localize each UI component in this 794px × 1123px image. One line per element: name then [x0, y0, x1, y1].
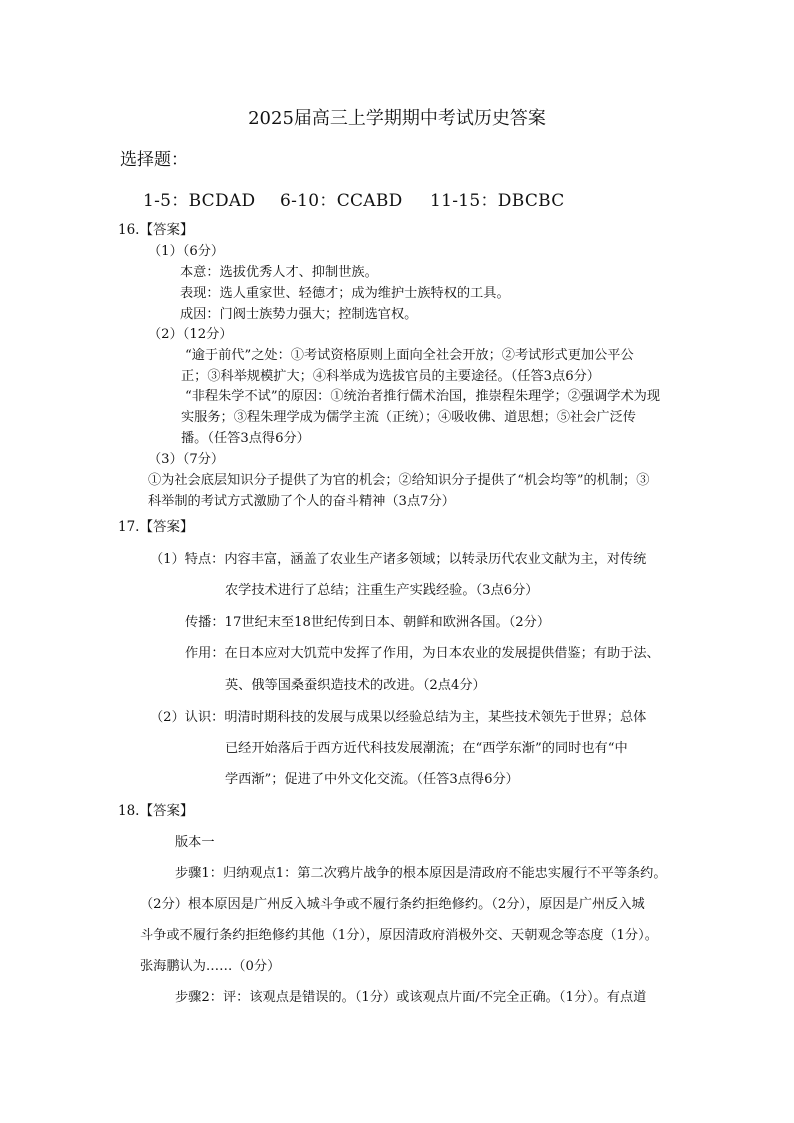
- q16-part3-line: ①为社会底层知识分子提供了为官的机会；②给知识分子提供了“机会均等”的机制；③: [148, 473, 650, 488]
- choice-answers-6-10: 6-10：CCABD: [280, 191, 403, 211]
- q16-part1-line: 成因：门阀士族势力强大；控制选官权。: [180, 307, 418, 322]
- q16-part2-line: 实服务；③程朱理学成为儒学主流（正统）；④吸收佛、道思想；⑤社会广泛传: [181, 410, 636, 425]
- q17-line: （1）特点：内容丰富，涵盖了农业生产诸多领域；以转录历代农业文献为主，对传统: [150, 552, 647, 567]
- q16-part2-line: “非程朱学不试”的原因：①统治者推行儒术治国，推崇程朱理学；②强调学术为现: [185, 389, 661, 404]
- q18-line: 斗争或不履行条约拒绝修约其他（1分），原因清政府消极外交、天朝观念等态度（1分）。: [140, 928, 658, 943]
- q18-line: 版本一: [175, 835, 215, 850]
- section-choice-heading: 选择题：: [120, 150, 188, 170]
- q17-line: （2）认识：明清时期科技的发展与成果以经验总结为主，某些技术领先于世界；总体: [150, 710, 647, 725]
- q16-header: 16.【答案】: [118, 222, 194, 238]
- q18-line: 张海鹏认为……（0分）: [140, 959, 281, 974]
- q16-part2-line: 正；③科举规模扩大；④科举成为选拔官员的主要途径。（任答3点6分）: [181, 369, 600, 384]
- q16-part2-line: 播。（任答3点得6分）: [181, 431, 310, 446]
- q16-part2-line: “逾于前代”之处：①考试资格原则上面向全社会开放；②考试形式更加公平公: [185, 348, 634, 363]
- choice-answers-11-15: 11-15：DBCBC: [430, 191, 565, 211]
- q16-part1-line: 本意：选拔优秀人才、抑制世族。: [180, 265, 378, 280]
- q17-line: 学西渐”；促进了中外文化交流。（任答3点得6分）: [225, 772, 519, 787]
- q18-line: 步骤1：归纳观点1：第二次鸦片战争的根本原因是清政府不能忠实履行不平等条约。: [175, 866, 667, 881]
- q18-header: 18.【答案】: [118, 803, 194, 819]
- q17-line: 英、俄等国桑蚕织造技术的改进。（2点4分）: [225, 678, 486, 693]
- q18-line: 步骤2：评：该观点是错误的。（1分）或该观点片面/不完全正确。（1分）。有点道: [175, 990, 647, 1005]
- q17-line: 已经开始落后于西方近代科技发展潮流；在“西学东渐”的同时也有“中: [225, 741, 628, 756]
- q18-line: （2分）根本原因是广州反入城斗争或不履行条约拒绝修约。（2分），原因是广州反入城: [140, 897, 645, 912]
- q17-line: 作用：在日本应对大饥荒中发挥了作用，为日本农业的发展提供借鉴；有助于法、: [185, 646, 660, 661]
- page-title: 2025届高三上学期期中考试历史答案: [248, 108, 546, 129]
- q16-part1-line: 表现：选人重家世、轻德才；成为维护士族特权的工具。: [180, 286, 510, 301]
- q16-part3-line: 科举制的考试方式激励了个人的奋斗精神（3点7分）: [148, 494, 455, 509]
- q16-part1-label: （1）（6分）: [148, 244, 225, 259]
- q17-line: 传播：17世纪末至18世纪传到日本、朝鲜和欧洲各国。（2分）: [185, 615, 551, 630]
- choice-answers-1-5: 1-5：BCDAD: [143, 191, 256, 211]
- q16-part2-label: （2）（12分）: [148, 327, 233, 342]
- q17-header: 17.【答案】: [118, 519, 194, 535]
- q17-line: 农学技术进行了总结；注重生产实践经验。（3点6分）: [225, 583, 539, 598]
- q16-part3-label: （3）（7分）: [148, 452, 225, 467]
